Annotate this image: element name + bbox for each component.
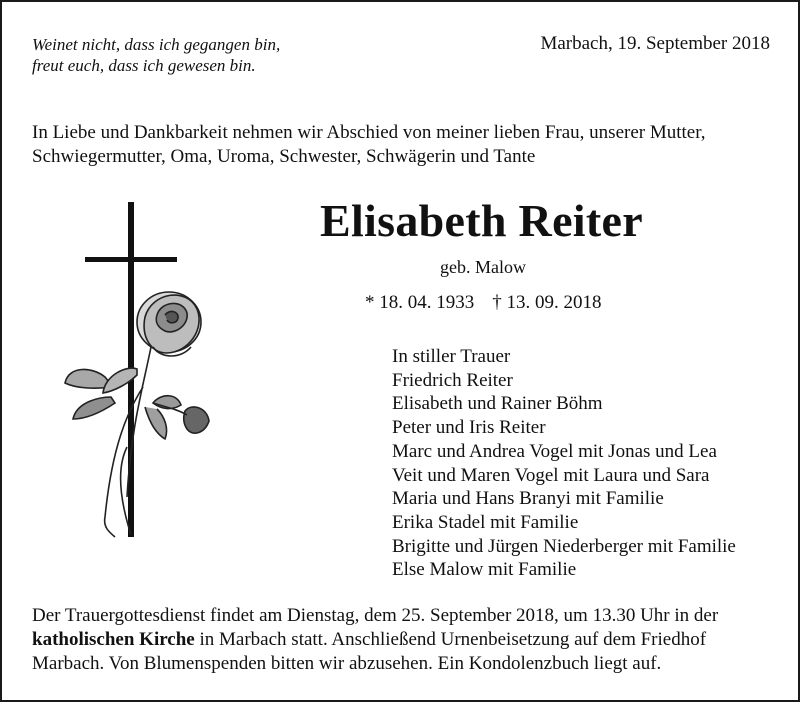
service-line-1: Der Trauergottesdienst findet am Dienstag, dem 25. September 2018, um 13.30 Uhr in der xyxy=(32,605,719,626)
mourner-line: Marc und Andrea Vogel mit Jonas und Lea xyxy=(392,440,717,462)
mourner-line: In stiller Trauer xyxy=(392,346,511,367)
place-and-date: Marbach, 19. September 2018 xyxy=(540,33,770,54)
death-date: † 13. 09. 2018 xyxy=(492,292,602,313)
life-dates xyxy=(365,292,602,314)
motto-quote xyxy=(32,34,280,76)
mourner-line: Brigitte und Jürgen Niederberger mit Familie xyxy=(392,535,736,557)
mourner-line: Veit und Maren Vogel mit Laura und Sara xyxy=(392,464,710,486)
deceased-name: Elisabeth Reiter xyxy=(320,195,643,246)
rose-icon xyxy=(65,292,209,537)
service-announcement xyxy=(32,604,782,676)
church-name: katholischen Kirche xyxy=(32,629,195,650)
mourner-line: Friedrich Reiter xyxy=(392,369,513,391)
cross-and-rose-illustration xyxy=(57,197,227,542)
service-line-3: Marbach. Von Blumenspenden bitten wir abzusehen. Ein Kondolenzbuch liegt auf. xyxy=(32,653,662,674)
intro-line-2: Schwiegermutter, Oma, Uroma, Schwester, Schwägerin und Tante xyxy=(32,146,536,167)
motto-line-1: Weinet nicht, dass ich gegangen bin, xyxy=(32,35,281,54)
motto-line-2: freut euch, dass ich gewesen bin. xyxy=(32,56,256,75)
service-line-2-rest: in Marbach statt. Anschließend Urnenbeisetzung auf dem Friedhof xyxy=(194,629,707,650)
intro-text xyxy=(32,121,777,169)
mourner-line: Erika Stadel mit Familie xyxy=(392,511,579,533)
mourner-line: Elisabeth und Rainer Böhm xyxy=(392,393,603,415)
birth-date: * 18. 04. 1933 xyxy=(365,292,475,313)
intro-line-1: In Liebe und Dankbarkeit nehmen wir Abschied von meiner lieben Frau, unserer Mutter, xyxy=(32,122,706,143)
mourner-line: Peter und Iris Reiter xyxy=(392,417,546,439)
mourner-line: Else Malow mit Familie xyxy=(392,559,577,581)
mourners-list xyxy=(392,345,736,582)
mourner-line: Maria und Hans Branyi mit Familie xyxy=(392,488,664,510)
service-line-2 xyxy=(32,628,782,652)
maiden-name: geb. Malow xyxy=(440,257,526,277)
